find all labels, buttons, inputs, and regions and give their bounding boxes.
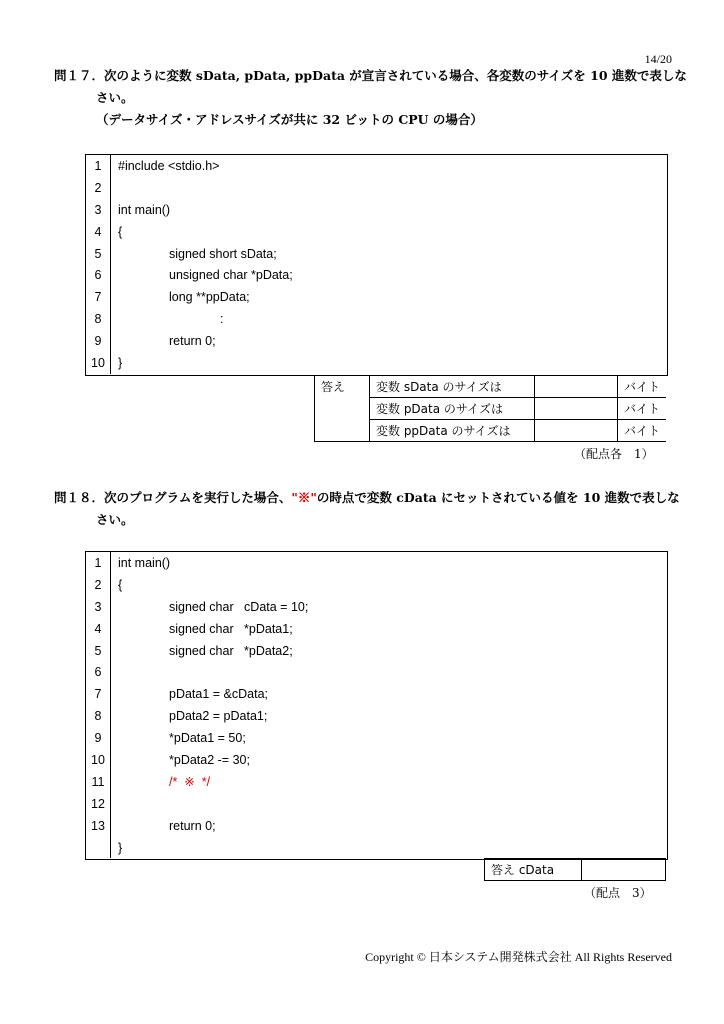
- line-number: 7: [86, 286, 111, 308]
- code-indent-cell: [111, 155, 668, 177]
- code-indent-cell: [111, 683, 668, 705]
- code-text: }: [118, 355, 123, 370]
- q17-answer-label: 答え: [315, 376, 370, 442]
- q17-score: （配点各 1）: [574, 447, 654, 461]
- code-line: [86, 837, 667, 859]
- line-number: 13: [86, 815, 111, 837]
- code-text: {: [118, 224, 123, 239]
- q17-answer-unit: バイト: [618, 376, 667, 398]
- code-line: [86, 771, 667, 793]
- q17-answer-table: [314, 375, 666, 442]
- code-text: *pData2 -= 30;: [169, 752, 250, 767]
- q17-answer-row-label: 変数 sData のサイズは: [370, 376, 535, 398]
- line-number: 8: [86, 308, 111, 330]
- q17-line3: （データサイズ・アドレスサイズが共に 32 ビットの CPU の場合）: [96, 112, 483, 127]
- code-text: signed char cData = 10;: [169, 599, 309, 614]
- code-indent-cell: [111, 705, 668, 727]
- line-number: 5: [86, 243, 111, 265]
- code-text: signed char *pData2;: [169, 643, 293, 658]
- copyright: Copyright © 日本システム開発株式会社 All Rights Reserved: [365, 950, 672, 964]
- line-number: 3: [86, 596, 111, 618]
- code-indent-cell: [111, 308, 668, 330]
- q18-answer-table: [484, 858, 666, 881]
- code-indent-cell: [111, 243, 668, 265]
- q18-answer-label: 答え cData: [485, 859, 582, 881]
- code-indent-cell: [111, 815, 668, 837]
- code-indent-cell: [111, 661, 668, 683]
- q18-line1: [54, 487, 694, 509]
- code-indent-cell: [111, 552, 668, 574]
- code-indent-cell: [111, 177, 668, 199]
- code-line: [86, 705, 667, 727]
- code-line: [86, 661, 667, 683]
- q18-answer-field-cdata[interactable]: [582, 859, 666, 881]
- code-text: int main(): [118, 555, 171, 570]
- code-text: return 0;: [169, 818, 216, 833]
- code-line: [86, 640, 667, 662]
- code-indent-cell: [111, 574, 668, 596]
- line-number: 10: [86, 352, 111, 374]
- code-text: return 0;: [169, 334, 216, 349]
- code-indent-cell: [111, 640, 668, 662]
- line-number: 9: [86, 330, 111, 352]
- code-text: {: [118, 577, 123, 592]
- code-text: #include <stdio.h>: [118, 158, 220, 173]
- line-number: 10: [86, 749, 111, 771]
- code-indent-cell: [111, 264, 668, 286]
- line-number: 4: [86, 618, 111, 640]
- code-line: [86, 155, 667, 177]
- line-number: 1: [86, 552, 111, 574]
- q17-answer-field-pdata[interactable]: [535, 398, 618, 420]
- q17-answer-unit: バイト: [618, 398, 667, 420]
- line-number: 6: [86, 661, 111, 683]
- line-number: [86, 837, 111, 859]
- q18-line1-a: 問１８．次のプログラムを実行した場合、: [54, 490, 292, 505]
- line-number: 7: [86, 683, 111, 705]
- line-number: 2: [86, 574, 111, 596]
- code-text: /* ※ */: [169, 775, 211, 790]
- code-indent-cell: [111, 771, 668, 793]
- code-line: [86, 749, 667, 771]
- code-text: pData2 = pData1;: [169, 709, 268, 724]
- code-indent-cell: [111, 837, 668, 859]
- code-line: [86, 243, 667, 265]
- q17-code-listing: [85, 154, 668, 376]
- line-number: 8: [86, 705, 111, 727]
- code-text: unsigned char *pData;: [169, 268, 293, 283]
- code-line: [86, 683, 667, 705]
- code-text: long **ppData;: [169, 290, 250, 305]
- code-line: [86, 199, 667, 221]
- q17-answer-row-label: 変数 pData のサイズは: [370, 398, 535, 420]
- code-line: [86, 552, 667, 574]
- page-number: 14/20: [644, 52, 672, 66]
- code-indent-cell: [111, 330, 668, 352]
- q17-answer-field-ppdata[interactable]: [535, 420, 618, 442]
- code-indent-cell: [111, 749, 668, 771]
- line-number: 9: [86, 727, 111, 749]
- line-number: 2: [86, 177, 111, 199]
- code-indent-cell: [111, 221, 668, 243]
- code-line: [86, 221, 667, 243]
- q18-line1-b: の時点で変数 cData にセットされている値を 10 進数で表しな: [316, 490, 680, 505]
- q17-line2: さい。: [96, 90, 134, 105]
- code-text: pData1 = &cData;: [169, 687, 269, 702]
- code-line: [86, 618, 667, 640]
- q17-text: [54, 65, 694, 131]
- q18-line2: さい。: [96, 512, 134, 527]
- code-line: [86, 815, 667, 837]
- code-indent-cell: [111, 793, 668, 815]
- code-indent-cell: [111, 352, 668, 374]
- code-text: signed short sData;: [169, 246, 277, 261]
- code-line: [86, 352, 667, 374]
- q18-marker: "※": [291, 490, 317, 505]
- code-line: [86, 793, 667, 815]
- code-indent-cell: [111, 199, 668, 221]
- line-number: 5: [86, 640, 111, 662]
- q17-answer-unit: バイト: [618, 420, 667, 442]
- q18-code-table: [86, 552, 667, 858]
- code-indent-cell: [111, 286, 668, 308]
- line-number: 1: [86, 155, 111, 177]
- code-indent-cell: [111, 727, 668, 749]
- code-indent-cell: [111, 596, 668, 618]
- code-line: [86, 286, 667, 308]
- code-text: }: [118, 840, 123, 855]
- code-line: [86, 574, 667, 596]
- code-text: signed char *pData1;: [169, 621, 293, 636]
- code-line: [86, 177, 667, 199]
- code-line: [86, 727, 667, 749]
- code-line: [86, 308, 667, 330]
- line-number: 11: [86, 771, 111, 793]
- code-text: int main(): [118, 202, 171, 217]
- code-text: :: [220, 312, 224, 327]
- q18-text: [54, 487, 694, 531]
- line-number: 6: [86, 264, 111, 286]
- q17-line1: 問１７．次のように変数 sData, pData, ppData が宣言されている場合、各変数のサイズを 10 進数で表しな: [54, 68, 687, 83]
- code-line: [86, 264, 667, 286]
- code-indent-cell: [111, 618, 668, 640]
- code-line: [86, 330, 667, 352]
- q17-answer-field-sdata[interactable]: [535, 376, 618, 398]
- line-number: 12: [86, 793, 111, 815]
- code-text: *pData1 = 50;: [169, 731, 246, 746]
- q17-code-table: [86, 155, 667, 374]
- line-number: 3: [86, 199, 111, 221]
- code-line: [86, 596, 667, 618]
- q18-score: （配点 3）: [584, 886, 652, 900]
- q17-answer-row-label: 変数 ppData のサイズは: [370, 420, 535, 442]
- line-number: 4: [86, 221, 111, 243]
- q18-code-listing: [85, 551, 668, 860]
